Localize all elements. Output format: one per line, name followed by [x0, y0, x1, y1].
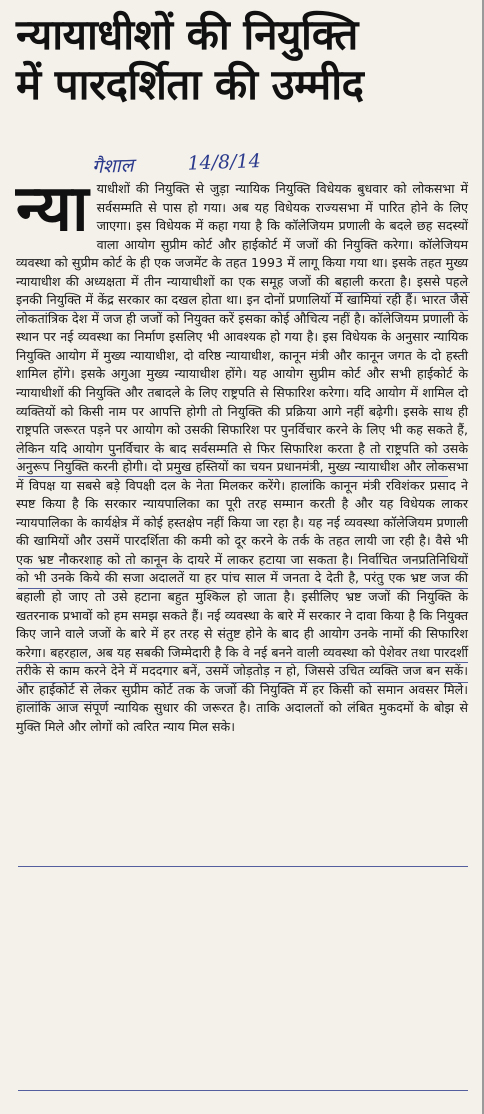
- article-text: याधीशों की नियुक्ति से जुड़ा न्यायिक नियुक्ति विधेयक बुधवार को लोकसभा में सर्वसम्मति से पास हो गया। अब यह विधेयक राज्यसभा में पारित होने के लिए जाएगा। इस विधेयक में कहा गया है कि कॉलेजियम प्रणाली के बदले छह सदस्यों वाला आयोग सुप्रीम कोर्ट और हाईकोर्ट में जजों की नियुक्ति करेगा। कॉलेजियम व्यवस्था को सुप्रीम कोर्ट के ही एक जजमेंट के तहत 1993 में लागू किया गया था। इसके तहत मुख्य न्यायाधीश की अध्यक्षता में तीन न्यायाधीशों का एक समूह जजों की बहाली करता है। इससे पहले इनकी नियुक्ति में केंद्र सरकार का दखल होता था। इन दोनों प्रणालियों में खामियां रही हैं। भारत जैसे लोकतांत्रिक देश में जज ही जजों को नियुक्त करें इसका कोई औचित्य नहीं है। कॉलेजियम प्रणाली के स्थान पर नई व्यवस्था का निर्माण इसलिए भी आवश्यक हो गया है। इस विधेयक के अनुसार न्यायिक नियुक्ति आयोग में मुख्य न्यायाधीश, दो वरिष्ठ न्यायाधीश, कानून मंत्री और कानून जगत के दो हस्ती शामिल होंगे। इसके अगुआ मुख्य न्यायाधीश होंगे। यह आयोग सुप्रीम कोर्ट और सभी हाईकोर्ट के न्यायाधीशों की नियुक्ति और तबादले के लिए राष्ट्रपति से सिफारिश करेगा। यदि आयोग में शामिल दो व्यक्तियों को किसी नाम पर आपत्ति होगी तो नियुक्ति की प्रक्रिया आगे नहीं बढ़ेगी। इसके साथ ही राष्ट्रपति जरूरत पड़ने पर आयोग को उसकी सिफारिश पर पुनर्विचार करने के लिए भी कह सकते हैं, लेकिन यदि आयोग पुनर्विचार के बाद सर्वसम्मति से फिर सिफारिश करता है तो राष्ट्रपति को उसके अनुरूप नियुक्ति करनी होगी। दो प्रमुख हस्तियों का चयन प्रधानमंत्री, मुख्य न्यायाधीश और लोकसभा में विपक्ष या सबसे बड़े विपक्षी दल के नेता मिलकर करेंगे। हालांकि कानून मंत्री रविशंकर प्रसाद ने स्पष्ट किया है कि सरकार न्यायपालिका का पूरी तरह सम्मान करती है और यह विधेयक लाकर न्यायपालिका के कार्यक्षेत्र में कोई हस्तक्षेप नहीं किया जा रहा है। यह नई व्यवस्था कॉलेजियम प्रणाली की खामियों और उसमें पारदर्शिता की कमी को दूर करने के तर्क के तहत लायी जा रही है। वैसे भी एक भ्रष्ट नौकरशाह को तो कानून के दायरे में लाकर हटाया जा सकता है। निर्वाचित जनप्रतिनिधियों को भी उनके किये की सजा अदालतें या हर पांच साल में जनता दे देती है, परंतु एक भ्रष्ट जज की बहाली हो जाए तो उसे हटाना बहुत मुश्किल हो जाता है। इसीलिए भ्रष्ट जजों की नियुक्ति के खतरनाक प्रभावों को हम समझ सकते हैं। नई व्यवस्था के बारे में सरकार ने दावा किया है कि नियुक्त किए जाने वाले जजों के बारे में हर तरह से संतुष्ट होने के बाद ही आयोग उनके नामों की सिफारिश करेगा। बहरहाल, अब यह सबकी जिम्मेदारी है कि वे नई बनने वाली व्यवस्था को पेशेवर तथा पारदर्शी तरीके से काम करने देने में मददगार बनें, उसमें जोड़तोड़ न हो, जिससे उचित व्यक्ति जज बन सकें। और हाईकोर्ट से लेकर सुप्रीम कोर्ट तक के जजों की नियुक्ति में हर किसी को समान अवसर मिले। हालांकि आज संपूर्ण न्यायिक सुधार की जरूरत है। ताकि अदालतों को लंबित मुकदमों के बोझ से मुक्ति मिले और लोगों को त्वरित न्याय मिल सके।: [16, 181, 468, 734]
- pen-underline: [18, 476, 448, 477]
- pen-underline: [330, 292, 470, 293]
- pen-underline: [18, 458, 468, 459]
- pen-underline: [18, 866, 468, 867]
- headline-line-2: में पारदर्शिता की उम्मीद: [16, 60, 364, 109]
- pen-underline: [18, 588, 468, 589]
- pen-underline: [18, 701, 108, 702]
- pen-underline: [18, 1090, 468, 1091]
- headline: [16, 10, 470, 110]
- pen-underline: [18, 568, 468, 569]
- pen-underline: [18, 662, 468, 663]
- pen-underline: [18, 310, 468, 311]
- handwritten-date: 14/8/14: [187, 150, 262, 175]
- pen-underline: [18, 682, 468, 683]
- handwritten-note: गैशाल: [91, 154, 134, 178]
- drop-cap: न्या: [16, 172, 89, 246]
- headline-line-1: न्यायाधीशों की नियुक्ति: [16, 10, 358, 59]
